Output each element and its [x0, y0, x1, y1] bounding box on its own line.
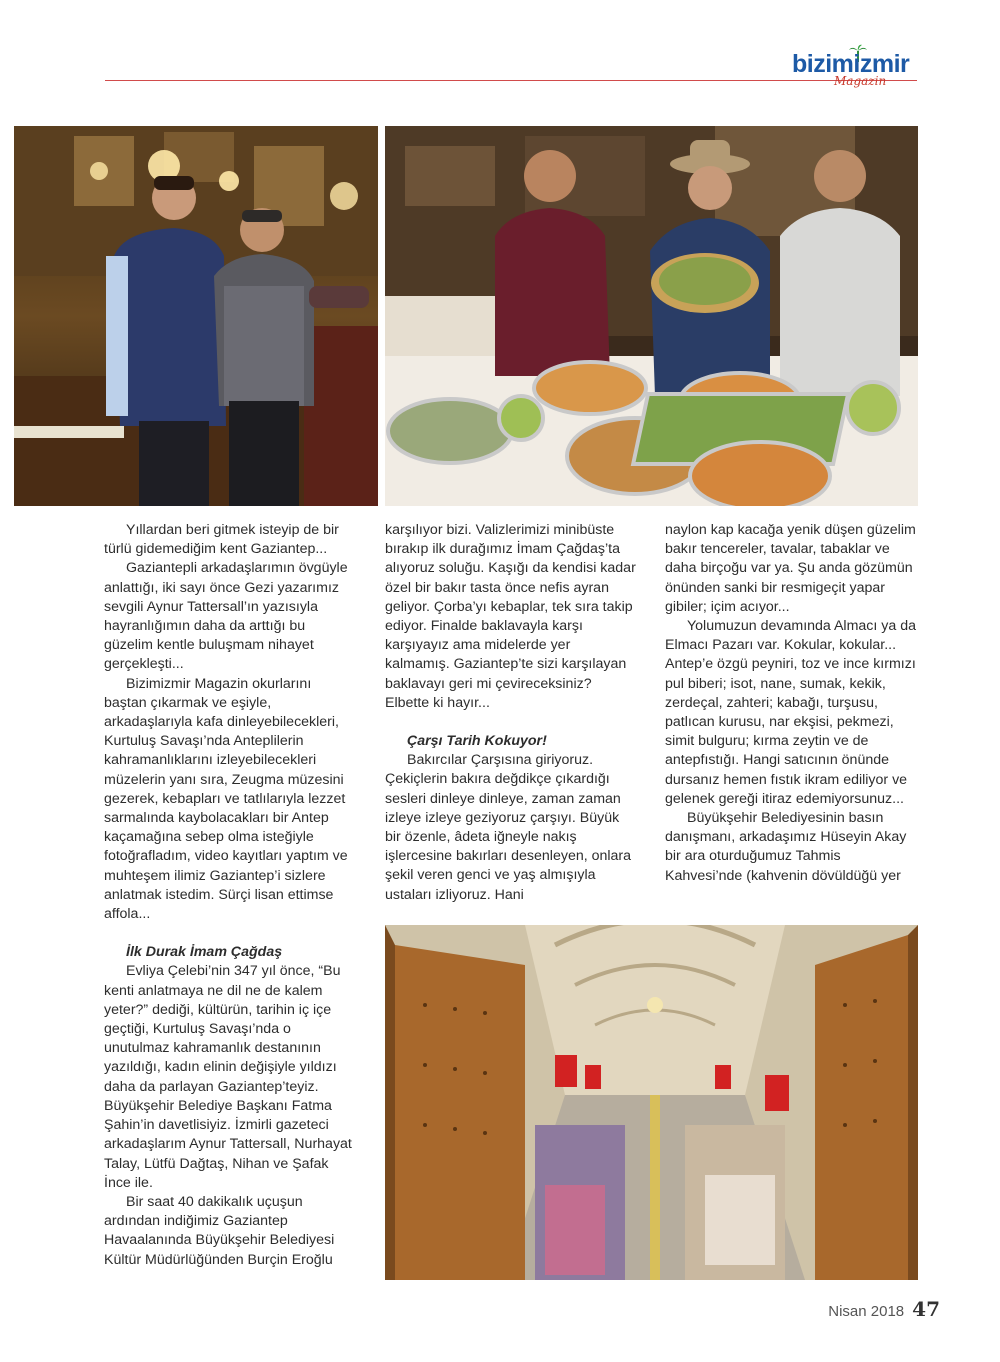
section-heading: Çarşı Tarih Kokuyor! [407, 733, 547, 750]
paragraph: Evliya Çelebi’nin 347 yıl önce, “Bu kenti anlatmaya ne dil ne de kalem yeter?” dediği, kültürün, tarihin iç içe geçtiği, Kurtuluş Savaşı’nda o unutulmaz kahramanlık destanının yazıldığı, kadın elinin değişiyle yıldızı daha da parlayan Gaziantep’teyiz. Büyükşehir Belediye Başkanı Fatma Şahin’in davetlisiyiz. İzmirli gazeteci arkadaşlarım Aynur Tattersall, Nurhayat Talay, Lütfü Dağtaş, Nihan ve Şafak İnce ile. [104, 963, 352, 1191]
logo-wordmark: bizimizmir [792, 50, 910, 78]
paragraph: Yolumuzun devamında Almacı ya da Elmacı Pazarı var. Kokular, kokular... Antep’e özgü peyniri, toz ve ince kırmızı pul biberi; isot, nane, sumak, kekik, zerdeçal, zahteri; kabağı, turşusu, patlıcan kurusu, nar ekşisi, pekmezi, simit bulguru; kırma zeytin ve de antepfıstığı. Hangi satıcının önünde dursanız hemen fıstık ikram ediliyor ve gelenek gereği itiraz edemiyorsunuz... [665, 618, 916, 807]
three-men-baklava-photo [385, 126, 918, 506]
article-column-3 [665, 521, 919, 886]
page-number: 47 [912, 1297, 940, 1321]
magazine-logo[interactable] [792, 44, 922, 92]
paragraph: Yıllardan beri gitmek isteyip de bir türlü gidemediğim kent Gaziantep... [104, 522, 339, 558]
logo-subtitle: Magazin [834, 74, 887, 88]
paragraph: naylon kap kacağa yenik düşen güzelim bakır tencereler, tavalar, tabaklar ve daha birçoğu var ya. Şu anda gözümün önünden sanki bir resmigeçit yapar gibiler; içim acıyor... [665, 522, 916, 615]
two-men-restaurant-photo [14, 126, 378, 506]
article-column-2 [385, 521, 637, 905]
page-footer [828, 1297, 940, 1321]
paragraph: karşılıyor bizi. Valizlerimizi minibüste bırakıp ilk durağımız İmam Çağdaş’ta alıyoruz soluğu. Kaşığı da kendisi kadar özel bir bakır tasta önce nefis ayran geliyor. Çorba’yı kebaplar, tek sıra takip ediyor. Finalde baklavayla karşı karşıyayız ama midelerde yer kalmamış. Gaziantep’te sizi karşılayan baklavayı geri mi çevireceksiniz? Elbette ki hayır... [385, 522, 636, 711]
logo-wordmark-a: bizim [792, 50, 854, 78]
section-heading: İlk Durak İmam Çağdaş [126, 944, 283, 961]
article-column-1 [104, 521, 356, 1270]
bazaar-photo [385, 925, 918, 1280]
issue-date: Nisan 2018 [828, 1303, 905, 1320]
paragraph: Büyükşehir Belediyesinin basın danışmanı, arkadaşımız Hüseyin Akay bir ara oturduğumuz Tahmis Kahvesi’nde (kahvenin dövüldüğü yer [665, 810, 907, 884]
paragraph: Gaziantepli arkadaşlarımın övgüyle anlattığı, iki sayı önce Gezi yazarımız sevgili Aynur Tattersall’ın yazısıyla hayranlığımın daha da arttığı bu güzelim kentle buluşmam nihayet gerçekleşti... [104, 560, 348, 673]
paragraph: Bakırcılar Çarşısına giriyoruz. Çekiçlerin bakıra değdikçe çıkardığı sesleri dinleye dinleye, zaman zaman izleye izleye geziyoruz çarşıyı. Büyük bir özenle, âdeta iğneyle nakış işlercesine bakırları desenleyen, onlara şekil veren genci ve yaş almışıyla ustaları izliyoruz. Hani [385, 752, 632, 903]
paragraph: Bir saat 40 dakikalık uçuşun ardından indiğimiz Gaziantep Havaalanında Büyükşehir Belediyesi Kültür Müdürlüğünden Burçin Eroğlu [104, 1193, 335, 1268]
logo-wordmark-b: zmir [859, 50, 910, 78]
paragraph: Bizimizmir Magazin okurlarını baştan çıkarmak ve eşiyle, arkadaşlarıyla kafa dinleyebilecekleri, Kurtuluş Savaşı’nda Anteplilerin kahramanlıklarını izleyebilecekleri müzelerin yanı sıra, Zeugma müzesini gezerek, kebapları ve tatlılarıyla lezzet sarmalında kaybolacakları bir Antep kaçamağına sebep olma isteğiyle fotoğrafladım, video kayıtları yaptım ve muhteşem ilimiz Gaziantep’i sizlere anlatmak istedim. Sürçi lisan ettimse affola... [104, 675, 348, 923]
